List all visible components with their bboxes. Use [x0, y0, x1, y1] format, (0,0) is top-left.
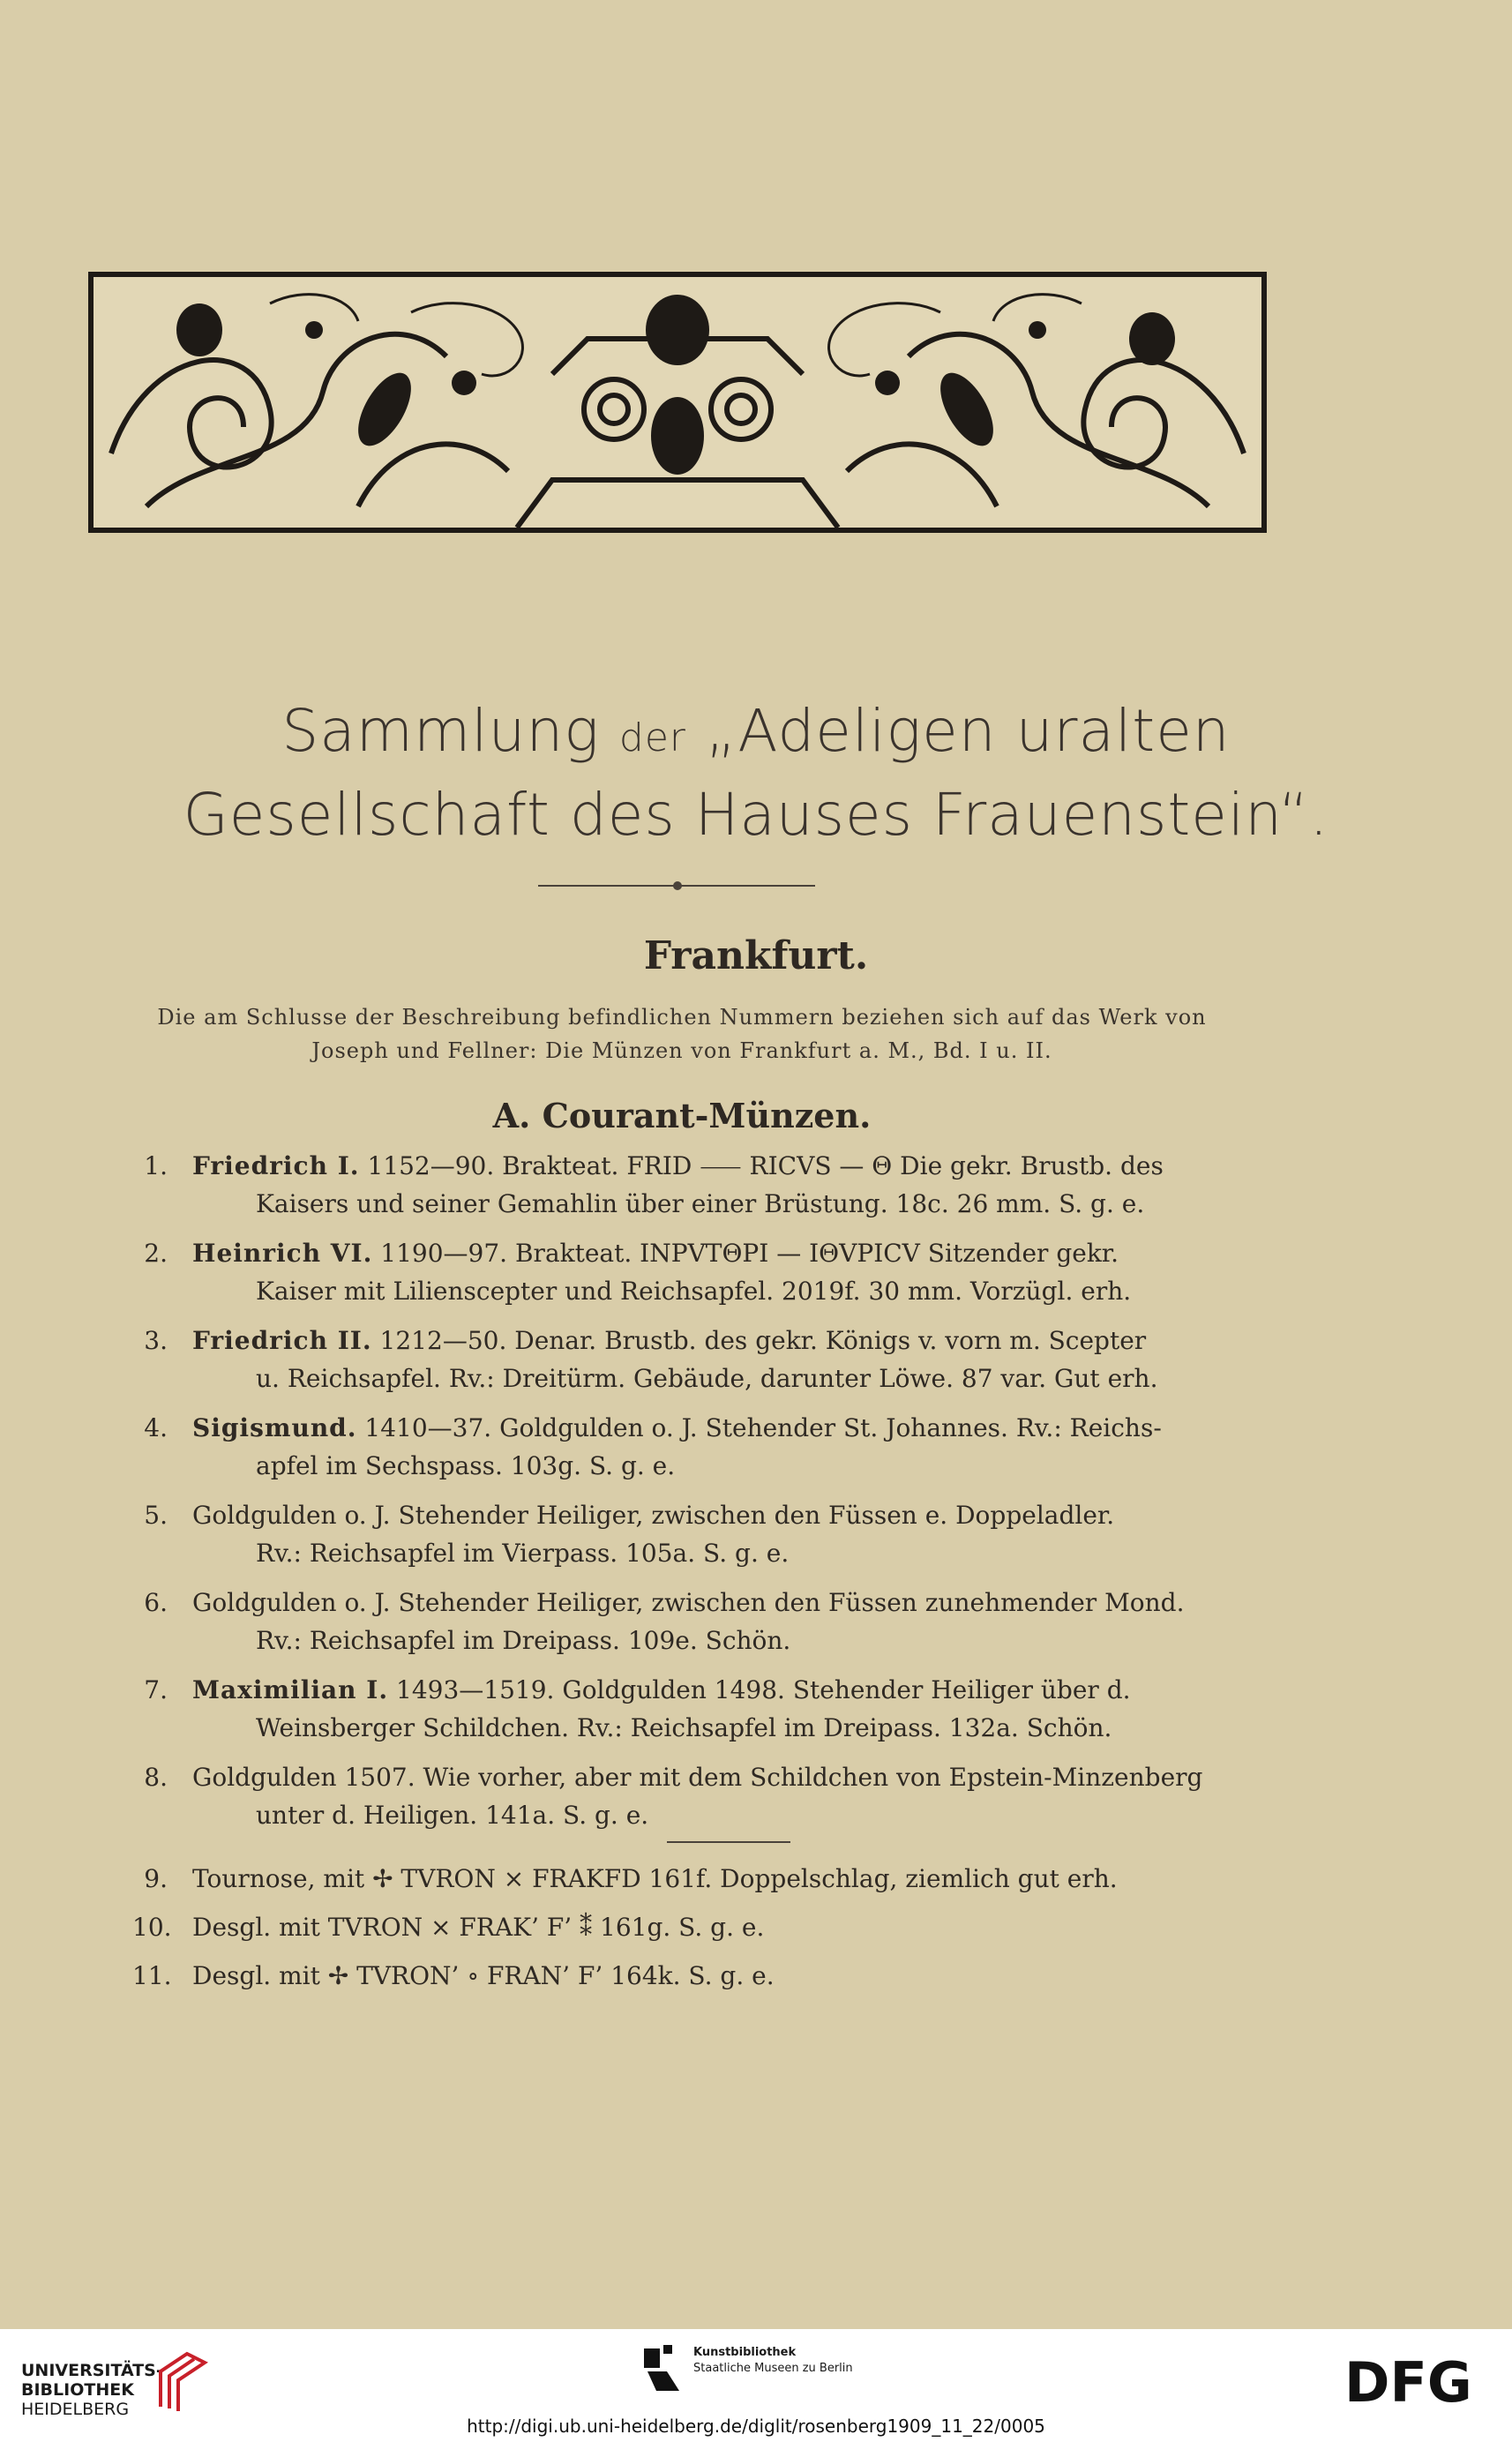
entry-text-cont: Kaisers und seiner Gemahlin über einer Brüstung. 18c. 26 mm. S. g. e.: [256, 1189, 1145, 1218]
entry-text-cont: Rv.: Reichsapfel im Dreipass. 109e. Schön.: [256, 1626, 791, 1655]
entry-text-cont: Weinsberger Schildchen. Rv.: Reichsapfel im Dreipass. 132a. Schön.: [256, 1713, 1112, 1742]
entry-text-cont: apfel im Sechspass. 103g. S. g. e.: [256, 1451, 676, 1480]
entry-text: Goldgulden 1507. Wie vorher, aber mit dem Schildchen von Epstein-Minzenberg: [192, 1763, 1203, 1792]
section-heading: A. Courant-Münzen.: [492, 1096, 872, 1135]
dfg-logo-text: DFG: [1344, 2354, 1472, 2410]
entry-number: 2.: [144, 1239, 168, 1268]
entry-number: 9.: [144, 1864, 168, 1893]
entry-text: 1190—97. Brakteat. INPVTΘPI — IΘVPIϹV Sitzender gekr.: [372, 1239, 1119, 1268]
entry-text: 1212—50. Denar. Brustb. des gekr. Königs v. vorn m. Scepter: [371, 1326, 1147, 1355]
entry-ruler: Friedrich I.: [192, 1151, 360, 1180]
ornamental-header-vignette: [88, 272, 1267, 533]
entry-ruler: Heinrich VI.: [192, 1239, 373, 1268]
entry-text: 1410—37. Goldgulden o. J. Stehender St. Johannes. Rv.: Reichs-: [356, 1413, 1162, 1442]
catalogue-entries-tournose: [132, 1860, 1244, 2005]
catalogue-entry: [132, 1147, 1244, 1223]
entry-text: Goldgulden o. J. Stehender Heiliger, zwischen den Füssen zunehmender Mond.: [192, 1588, 1185, 1617]
entry-text: Goldgulden o. J. Stehender Heiliger, zwischen den Füssen e. Doppeladler.: [192, 1501, 1115, 1530]
entry-number: 1.: [144, 1151, 168, 1180]
entry-text-cont: Rv.: Reichsapfel im Vierpass. 105a. S. g. e.: [256, 1539, 790, 1568]
dfg-logo[interactable]: [1344, 2354, 1493, 2410]
catalogue-entry: [132, 1860, 1244, 1898]
entry-ruler: Sigismund.: [192, 1413, 357, 1442]
entry-text-cont: unter d. Heiligen. 141a. S. g. e.: [256, 1801, 649, 1830]
entry-number: 3.: [144, 1326, 168, 1355]
entry-number: 5.: [144, 1501, 168, 1530]
collection-title-line1: Sammlung der „Adeligen uralten: [281, 697, 1231, 765]
kunstbibliothek-logo-icon: [644, 2345, 685, 2394]
entry-number: 10.: [132, 1913, 172, 1942]
catalogue-entry: [132, 1957, 1244, 1995]
catalogue-entry: [132, 1671, 1244, 1747]
entry-text: 1152—90. Brakteat. FRID ⸺ RIϹVS — Θ Die gekr. Brustb. des: [359, 1151, 1164, 1180]
entry-ruler: Maximilian I.: [192, 1675, 389, 1704]
catalogue-entry: [132, 1322, 1244, 1397]
entry-text: Tournose, mit ✢ TVRON × FRAKFD 161f. Doppelschlag, ziemlich gut erh.: [192, 1864, 1118, 1893]
entry-text: 1493—1519. Goldgulden 1498. Stehender Heiliger über d.: [388, 1675, 1131, 1704]
catalogue-entry: [132, 1409, 1244, 1485]
collection-title-line2: Gesellschaft des Hauses Frauenstein“.: [183, 781, 1329, 849]
city-heading: Frankfurt.: [643, 933, 869, 978]
catalogue-entry: [132, 1584, 1244, 1659]
catalogue-entries: [132, 1147, 1244, 1846]
catalogue-entry: [132, 1758, 1244, 1834]
entry-number: 8.: [144, 1763, 168, 1792]
entry-number: 4.: [144, 1413, 168, 1442]
entry-text-cont: u. Reichsapfel. Rv.: Dreitürm. Gebäude, darunter Löwe. 87 var. Gut erh.: [256, 1364, 1158, 1393]
intro-note: Die am Schlusse der Beschreibung befindlichen Nummern beziehen sich auf das Werk von Joseph und Fellner: Die Münzen von Frankfurt a. M., Bd. I u. II.: [157, 1005, 1207, 1063]
entry-text-cont: Kaiser mit Lilienscepter und Reichsapfel. 2019f. 30 mm. Vorzügl. erh.: [256, 1277, 1132, 1306]
catalogue-entry: [132, 1496, 1244, 1572]
entry-text: Desgl. mit TVRON × FRAK’ F’ ⁑ 161g. S. g. e.: [192, 1913, 765, 1942]
ub-heidelberg-logo-text[interactable]: UNIVERSITÄTS- BIBLIOTHEK HEIDELBERG: [21, 2361, 163, 2419]
permalink-url[interactable]: http://digi.ub.uni-heidelberg.de/diglit/rosenberg1909_11_22/0005: [467, 2416, 1045, 2437]
entry-number: 11.: [132, 1961, 172, 1990]
entry-text: Desgl. mit ✢ TVRON’ ∘ FRAN’ F’ 164k. S. g. e.: [192, 1961, 775, 1990]
entry-ruler: Friedrich II.: [192, 1326, 372, 1355]
catalogue-entry: [132, 1234, 1244, 1310]
entries-separator: [667, 1841, 790, 1843]
entry-number: 6.: [144, 1588, 168, 1617]
entry-number: 7.: [144, 1675, 168, 1704]
kunstbibliothek-logo-text[interactable]: Kunstbibliothek Staatliche Museen zu Berlin: [693, 2346, 853, 2375]
catalogue-entry: [132, 1908, 1244, 1946]
title-divider-dot: [673, 881, 682, 890]
ub-heidelberg-logo-icon: [152, 2345, 213, 2416]
